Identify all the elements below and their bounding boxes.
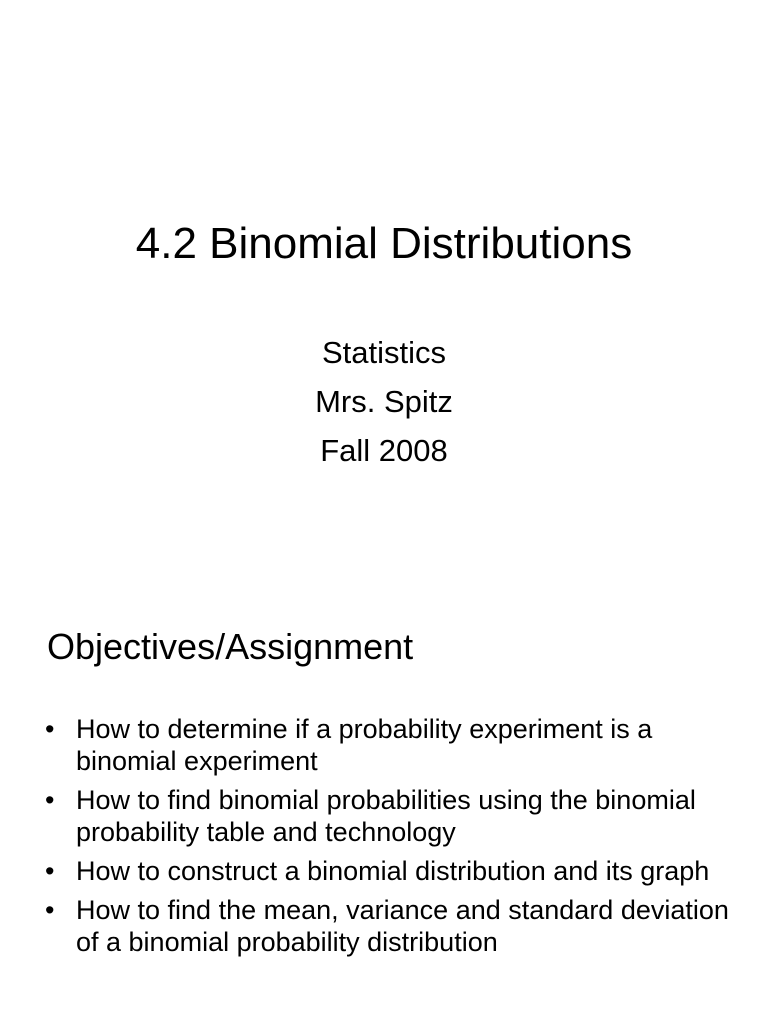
subtitle-block (0, 330, 768, 477)
subtitle-teacher: Mrs. Spitz (315, 384, 453, 419)
list-item (45, 713, 735, 777)
bullet-text: How to construct a binomial distribution and its graph (76, 856, 710, 886)
list-item (45, 894, 735, 958)
subtitle-course: Statistics (321, 335, 447, 370)
slide-title: 4.2 Binomial Distributions (135, 219, 633, 268)
objectives-list (45, 713, 735, 965)
objectives-slide (0, 576, 768, 1024)
bullet-text: How to find binomial probabilities using the binomial probability table and technology (76, 785, 696, 847)
objectives-heading: Objectives/Assignment (47, 626, 414, 667)
bullet-text: How to determine if a probability experiment is a binomial experiment (76, 714, 653, 776)
bullet-icon: • (45, 785, 55, 815)
list-item (45, 855, 735, 887)
bullet-icon: • (45, 895, 55, 925)
bullet-text: How to find the mean, variance and standard deviation of a binomial probability distribution (76, 895, 729, 957)
bullet-icon: • (45, 856, 55, 886)
subtitle-term: Fall 2008 (320, 433, 448, 468)
bullet-icon: • (45, 714, 55, 744)
list-item (45, 784, 735, 848)
